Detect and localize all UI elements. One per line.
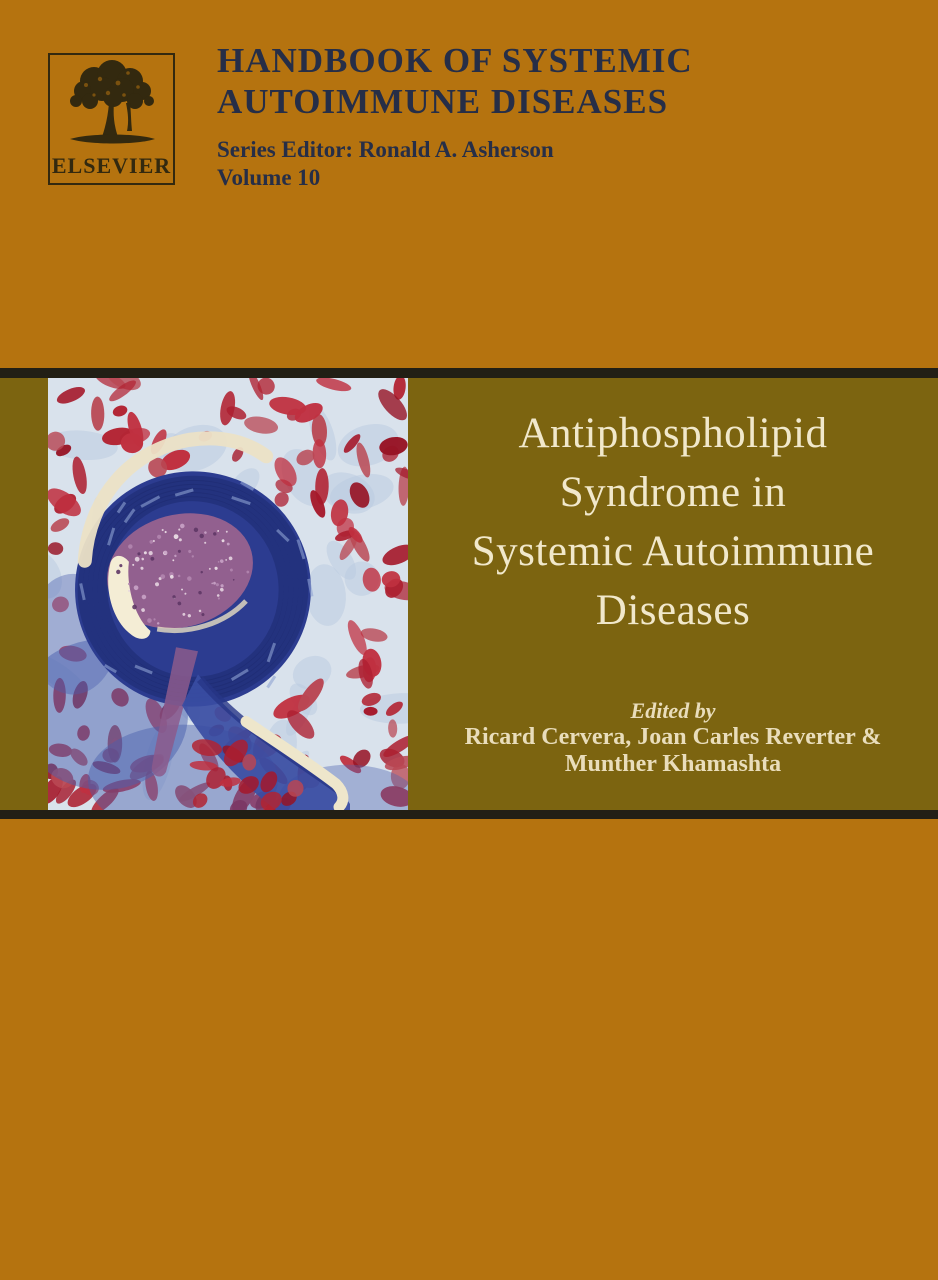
volume-line: Volume 10 [217,165,321,190]
publisher-logo [48,53,175,185]
edited-by-label: Edited by [630,698,716,723]
publisher-name: ELSEVIER [51,153,172,178]
series-title-line-1: HANDBOOK OF SYSTEMIC [217,41,693,80]
series-editor-line: Series Editor: Ronald A. Asherson [217,137,554,162]
book-title-line-2: Syndrome in [559,469,787,516]
title-band [0,378,938,810]
book-title [408,404,938,640]
book-title-line-1: Antiphospholipid [518,410,828,457]
editors-line-2: Munther Khamashta [564,751,782,777]
elsevier-tree-icon [56,59,169,155]
histology-micrograph [48,378,408,810]
band-text [408,378,938,810]
bottom-separator [0,810,938,819]
book-title-line-4: Diseases [595,587,751,634]
book-title-line-3: Systemic Autoimmune [471,528,875,575]
top-separator [0,368,938,378]
editors-block [408,698,938,778]
editors-line-1: Ricard Cervera, Joan Carles Reverter & [464,724,882,750]
series-title-line-2: AUTOIMMUNE DISEASES [217,82,669,121]
series-header [217,40,693,192]
